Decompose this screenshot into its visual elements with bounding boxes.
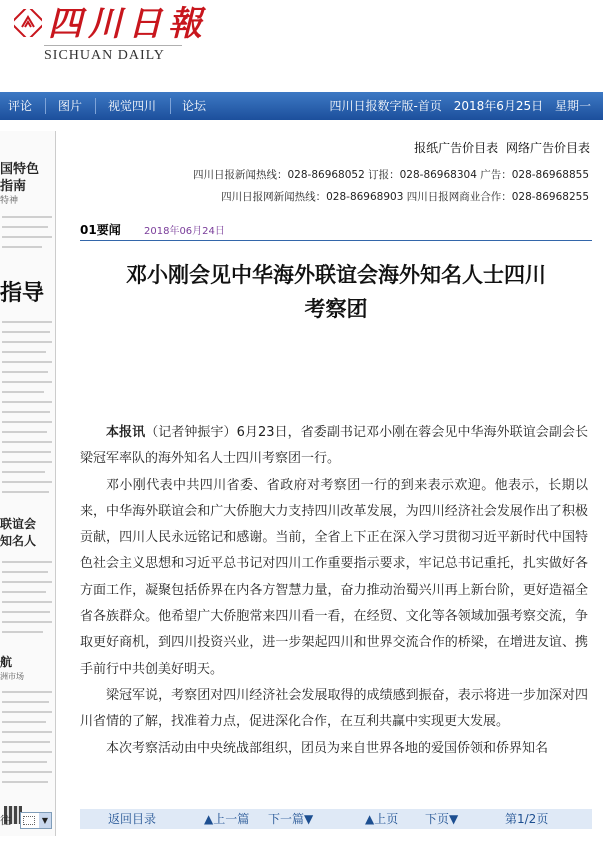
sichuan-daily-emblem-icon [14, 9, 42, 37]
thumb-text-line [2, 581, 52, 583]
thumb-text-line [2, 361, 52, 363]
thumb-text-line [2, 226, 48, 228]
ad-price-links [410, 139, 590, 156]
page-thumbnail[interactable] [0, 131, 56, 836]
web-ad-price-link[interactable]: 网络广告价目表 [505, 141, 590, 155]
hotline-row-2: 四川日报网新闻热线：028-86968903 四川日报网商业合作：028-86968255 [221, 191, 589, 203]
thumb-text-line [2, 741, 50, 743]
thumb-text-line [2, 601, 52, 603]
thumb-text-line [2, 611, 50, 613]
thumb-text-line [2, 391, 44, 393]
thumb-text-line [2, 321, 52, 323]
thumb-text-line [2, 401, 52, 403]
thumb-text-line [2, 491, 49, 493]
next-article-link[interactable]: 下一篇▼ [268, 812, 314, 826]
thumb-subtext: 特神 [0, 196, 19, 206]
section-name[interactable]: 01要闻 [80, 223, 121, 237]
thumb-text-line [2, 451, 51, 453]
thumb-text-line [2, 591, 46, 593]
thumb-text-line [2, 341, 52, 343]
article-paragraph: 梁冠军说，考察团对四川经济社会发展取得的成绩感到振奋，表示将进一步加深对四川省情的了解，找准着力点，促进深化合作，在互利共赢中实现更大发展。 [80, 687, 588, 730]
thumb-text-line [2, 781, 48, 783]
edition-info [322, 98, 591, 114]
article-nav-bar [80, 809, 592, 829]
logo-divider [44, 45, 182, 46]
nav-item-pictures[interactable]: 图片 [58, 99, 83, 113]
nav-item-forum[interactable]: 论坛 [182, 99, 207, 113]
thumb-text-line [2, 216, 52, 218]
article-title-line-2: 考察团 [304, 296, 368, 321]
thumb-text-line [2, 381, 52, 383]
thumb-text-line [2, 246, 42, 248]
logo-english: SICHUAN DAILY [44, 48, 165, 63]
article-title [80, 258, 592, 326]
thumb-big-headline: 指导 [0, 281, 45, 306]
thumb-text-line [2, 431, 47, 433]
thumb-text-line [2, 631, 43, 633]
article-title-line-1: 邓小刚会见中华海外联谊会海外知名人士四川 [126, 262, 546, 287]
thumb-text-line [2, 731, 52, 733]
prev-page-link[interactable]: ▲上页 [365, 812, 399, 826]
thumb-text-line [2, 561, 52, 563]
thumb-text-line [2, 236, 52, 238]
nav-divider [95, 98, 96, 114]
thumb-text-line [2, 571, 48, 573]
thumb-text-line [2, 751, 52, 753]
thumb-text-line [2, 411, 50, 413]
issue-date: 2018年6月25日 [453, 99, 544, 113]
thumb-text-line [2, 481, 52, 483]
prev-article-link[interactable]: ▲上一篇 [204, 812, 250, 826]
nav-divider [45, 98, 46, 114]
article-body [80, 420, 588, 762]
next-page-link[interactable]: 下页▼ [425, 812, 459, 826]
article-paragraph [80, 420, 588, 473]
hotline-row-1: 四川日报新闻热线：028-86968052 订报：028-86968304 广告：028-86968855 [193, 169, 589, 181]
newspaper-ad-price-link[interactable]: 报纸广告价目表 [414, 141, 499, 155]
thumb-text-line [2, 691, 52, 693]
article-paragraph: 邓小刚代表中共四川省委、省政府对考察团一行的到来表示欢迎。他表示，长期以来，中华海外联谊会和广大侨胞大力支持四川改革发展，为四川经济社会发展作出了积极贡献，四川人民永远铭记和感谢。当前，全省上下正在深入学习贯彻习近平新时代中国特色社会主义思想和习近平总书记对四川工作重要指示要求，牢记总书记重托，扎实做好各方面工作，凝聚包括侨界在内各方智慧力量，奋力推动治蜀兴川再上新台阶，更好造福全省各族群众。他希望广大侨胞常来四川看一看，在经贸、文化等各领域加强考察交流，争取更好商机，到四川投资兴业，进一步架起四川和世界交流合作的桥梁，在增进友谊、携手前行中共创美好明天。 [80, 477, 588, 677]
edition-home-link[interactable]: 四川日报数字版-首页 [329, 99, 442, 113]
thumb-text-line [2, 761, 47, 763]
nav-divider [170, 98, 171, 114]
page-indicator: 第1/2页 [505, 812, 549, 826]
thumb-text-line [2, 701, 49, 703]
goto-label: 往 [0, 814, 11, 827]
article-lead: 本报讯 [106, 425, 146, 440]
chevron-down-icon[interactable]: ▼ [39, 813, 51, 828]
thumb-text-line [2, 471, 45, 473]
thumb-text-line [2, 331, 50, 333]
top-nav-bar [0, 92, 603, 120]
thumb-text-line [2, 351, 46, 353]
masthead [0, 0, 603, 88]
thumb-caption: 洲市场 [0, 672, 24, 681]
thumb-text-line [2, 441, 52, 443]
thumb-text-line [2, 771, 52, 773]
thumb-text-line [2, 371, 48, 373]
logo-chinese[interactable]: 四川日報 [48, 4, 208, 44]
thumb-article-headline: 联谊会 知名人 [0, 517, 37, 548]
thumb-text-line [2, 711, 52, 713]
page-select-dropdown[interactable] [20, 812, 52, 829]
thumb-text-line [2, 721, 46, 723]
article-paragraph: 本次考察活动由中央统战部组织，团员为来自世界各地的爱国侨领和侨界知名 [106, 740, 549, 756]
issue-weekday: 星期一 [554, 99, 591, 113]
thumb-text-line [2, 621, 52, 623]
thumb-short-headline: 航 [0, 655, 13, 669]
thumb-text-line [2, 421, 52, 423]
paragraph-text: （记者钟振宇）6月23日，省委副书记邓小刚在蓉会见中华海外联谊会副会长梁冠军率队的海外知名人士四川考察团一行。 [80, 425, 588, 467]
section-date: 2018年06月24日 [144, 226, 225, 237]
back-to-contents-link[interactable]: 返回目录 [108, 812, 157, 826]
page-icon [23, 816, 35, 825]
section-rule [80, 240, 592, 241]
thumb-text-line [2, 461, 52, 463]
thumb-headline: 国特色 指南 [0, 162, 40, 194]
section-header [80, 221, 592, 241]
nav-item-visual-sichuan[interactable]: 视觉四川 [108, 99, 157, 113]
nav-item-comments[interactable]: 评论 [8, 99, 33, 113]
